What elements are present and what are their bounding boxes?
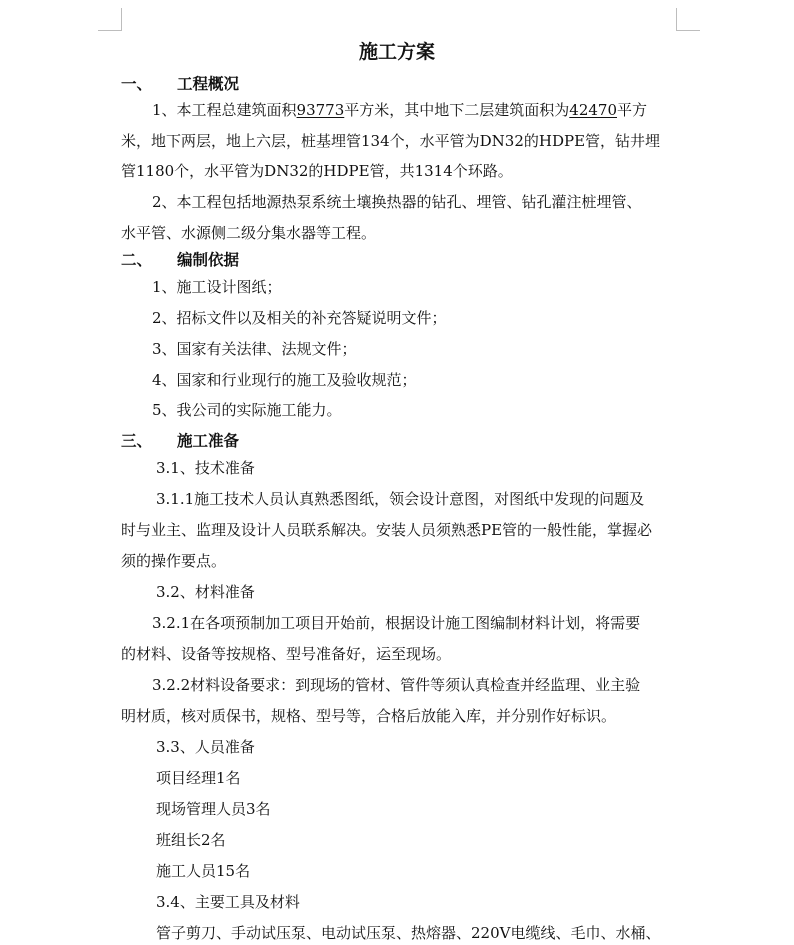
list-item: 3、国家有关法律、法规文件； [152, 340, 357, 358]
section-title: 工程概况 [177, 74, 240, 93]
subsection-heading: 3.4、主要工具及材料 [156, 893, 300, 911]
list-item: 1、施工设计图纸； [152, 278, 282, 296]
list-item: 2、招标文件以及相关的补充答疑说明文件； [152, 309, 447, 327]
section-heading-3 [121, 431, 239, 451]
paragraph-line: 管1180个，水平管为DN32的HDPE管，共1314个环路。 [121, 162, 513, 180]
text-run: 平方米，其中地下二层建筑面积为 [344, 101, 570, 119]
section-title: 施工准备 [177, 431, 240, 450]
paragraph-line: 3.2.2材料设备要求：到现场的管材、管件等须认真检查并经监理、业主验 [152, 676, 641, 694]
subsection-heading: 3.1、技术准备 [156, 459, 255, 477]
paragraph-line: 水平管、水源侧二级分集水器等工程。 [121, 224, 377, 242]
paragraph-line: 时与业主、监理及设计人员联系解决。安装人员须熟悉PE管的一般性能，掌握必 [121, 521, 653, 539]
crop-mark [98, 30, 122, 31]
subsection-heading: 3.3、人员准备 [156, 738, 255, 756]
underlined-value: 42470 [569, 101, 617, 119]
section-number: 三、 [121, 431, 153, 450]
text-run: 平方 [617, 101, 648, 119]
list-item: 4、国家和行业现行的施工及验收规范； [152, 371, 417, 389]
staff-item: 现场管理人员3名 [156, 800, 271, 818]
section-number: 一、 [121, 74, 153, 93]
list-item: 5、我公司的实际施工能力。 [152, 401, 342, 419]
staff-item: 班组长2名 [156, 831, 226, 849]
section-heading-1 [121, 74, 239, 94]
crop-mark [676, 30, 700, 31]
staff-item: 项目经理1名 [156, 769, 241, 787]
paragraph-line: 3.1.1施工技术人员认真熟悉图纸，领会设计意图，对图纸中发现的问题及 [156, 490, 645, 508]
paragraph-line: 明材质，核对质保书，规格、型号等，合格后放能入库，并分别作好标识。 [121, 707, 617, 725]
subsection-heading: 3.2、材料准备 [156, 583, 255, 601]
staff-item: 施工人员15名 [156, 862, 251, 880]
crop-mark [676, 8, 677, 31]
paragraph-line: 2、本工程包括地源热泵系统土壤换热器的钻孔、埋管、钻孔灌注桩埋管、 [152, 193, 642, 211]
paragraph-line: 的材料、设备等按规格、型号准备好，运至现场。 [121, 645, 452, 663]
section-title: 编制依据 [177, 250, 240, 269]
document-title: 施工方案 [358, 41, 435, 63]
paragraph-line: 3.2.1在各项预制加工项目开始前，根据设计施工图编制材料计划，将需要 [152, 614, 641, 632]
paragraph-line: 须的操作要点。 [121, 552, 227, 570]
paragraph-line: 米，地下两层，地上六层，桩基埋管134个，水平管为DN32的HDPE管，钻井埋 [121, 132, 661, 150]
section-heading-2 [121, 250, 239, 270]
text-run: 1、本工程总建筑面积 [152, 101, 297, 119]
paragraph-line [152, 100, 647, 120]
underlined-value: 93773 [296, 101, 345, 119]
paragraph-line: 管子剪刀、手动试压泵、电动试压泵、热熔器、220V电缆线、毛巾、水桶、 [156, 924, 661, 942]
section-number: 二、 [121, 250, 153, 269]
crop-mark [121, 8, 122, 31]
